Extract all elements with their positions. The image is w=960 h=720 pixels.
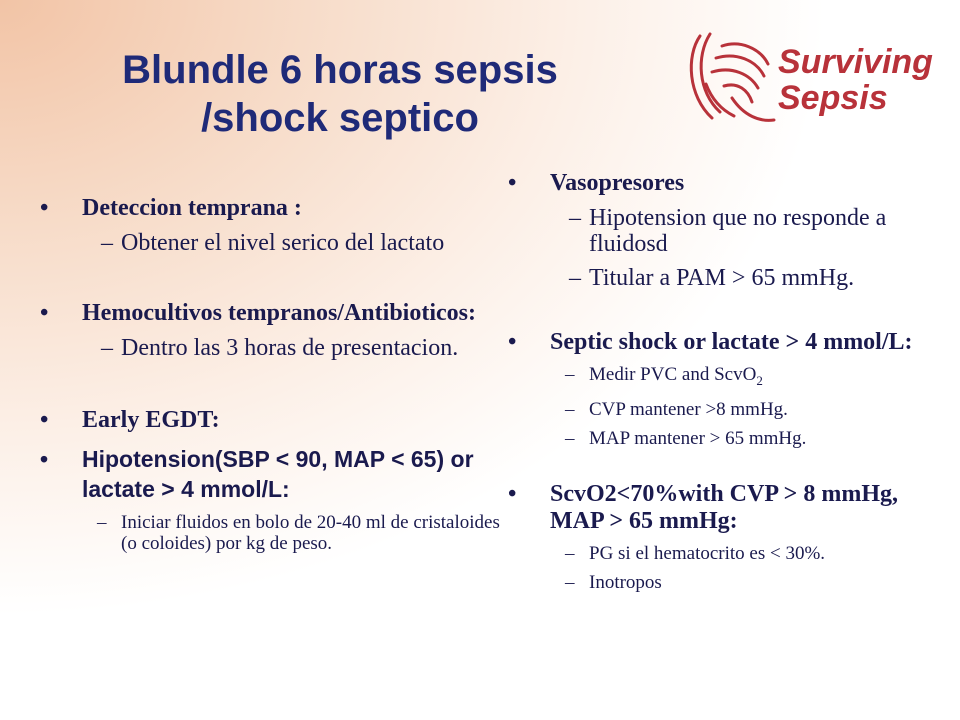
logo-text-surviving: Surviving (778, 43, 933, 81)
dash-icon: – (565, 398, 575, 420)
title-line-2: /shock septico (201, 96, 479, 140)
sub-shock-1-text: Medir PVC and ScvO (589, 364, 757, 385)
surviving-sepsis-logo (682, 26, 952, 130)
sub-shock-3-text: MAP mantener > 65 mmHg. (589, 427, 807, 449)
bullet-dot-icon: • (40, 300, 49, 326)
dash-icon: – (97, 512, 107, 533)
sub-scvo2-2 (508, 572, 948, 593)
sub-scvo2-1-text: PG si el hematocrito es < 30%. (589, 542, 826, 564)
dash-icon: – (569, 265, 581, 291)
bullet-dot-icon: • (40, 446, 49, 472)
sub-vaso-2-text: Titular a PAM > 65 mmHg. (589, 265, 855, 291)
title-line-1: Blundle 6 horas sepsis (122, 48, 558, 92)
dash-icon: – (569, 205, 581, 231)
sub-shock-2 (508, 399, 948, 420)
sub-shock-3 (508, 428, 948, 449)
right-column (508, 170, 948, 593)
bullet-scvo2-label: ScvO2<70%with CVP > 8 mmHg, MAP > 65 mmHg: (550, 480, 899, 534)
bullet-dot-icon: • (508, 170, 517, 196)
dash-icon: – (565, 542, 575, 564)
slide-title (40, 46, 640, 142)
bullet-cultures-label: Hemocultivos tempranos/Antibioticos: (82, 300, 476, 326)
sub-cultures-1 (40, 335, 520, 361)
bullet-cultures (40, 300, 520, 327)
dash-icon: – (101, 230, 113, 256)
sub-detection-1-text: Obtener el nivel serico del lactato (121, 230, 445, 256)
sub-hypotension-1 (40, 512, 520, 554)
logo-text-sepsis: Sepsis (778, 79, 888, 117)
dash-icon: – (101, 335, 113, 361)
bullet-detection (40, 195, 520, 222)
sub-cultures-1-text: Dentro las 3 horas de presentacion. (121, 335, 459, 361)
bullet-dot-icon: • (40, 195, 49, 221)
bullet-scvo2 (508, 481, 948, 535)
bullet-hypotension-label: Hipotension(SBP < 90, MAP < 65) or lactate > 4 mmol/L: (82, 446, 474, 502)
dash-icon: – (565, 364, 575, 385)
hands-logo-icon (682, 26, 782, 130)
sub-hypotension-1-text: Iniciar fluidos en bolo de 20-40 ml de cristaloides (o coloides) por kg de peso. (121, 512, 500, 554)
bullet-dot-icon: • (508, 480, 517, 507)
subscript-2: 2 (756, 372, 763, 388)
bullet-vasopressors-label: Vasopresores (550, 170, 685, 196)
bullet-dot-icon: • (508, 329, 517, 355)
dash-icon: – (565, 571, 575, 593)
sub-scvo2-2-text: Inotropos (589, 571, 662, 593)
bullet-dot-icon: • (40, 407, 49, 433)
sub-shock-2-text: CVP mantener >8 mmHg. (589, 398, 788, 420)
left-column (40, 195, 520, 554)
bullet-egdt-label: Early EGDT: (82, 407, 220, 433)
sub-vaso-1-text: Hipotension que no responde a fluidosd (589, 205, 887, 257)
sub-vaso-2 (508, 265, 948, 291)
sub-shock-1 (508, 364, 948, 391)
sub-scvo2-1 (508, 543, 948, 564)
bullet-detection-label: Deteccion temprana : (82, 195, 302, 221)
bullet-egdt (40, 407, 520, 434)
bullet-septic-shock (508, 329, 948, 356)
sub-detection-1 (40, 230, 520, 256)
dash-icon: – (565, 427, 575, 449)
bullet-hypotension (40, 444, 520, 504)
bullet-vasopressors (508, 170, 948, 197)
bullet-septic-shock-label: Septic shock or lactate > 4 mmol/L: (550, 329, 913, 355)
sub-vaso-1 (508, 205, 948, 257)
